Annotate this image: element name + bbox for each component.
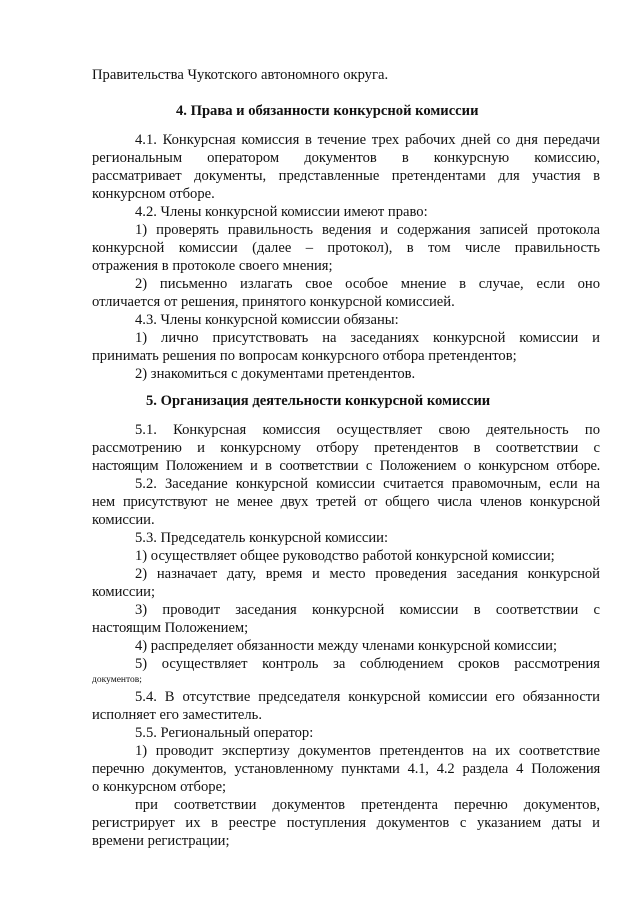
paragraph-line: времени регистрации;	[92, 833, 230, 849]
paragraph-line: комиссии.	[92, 512, 155, 528]
paragraph-line: рассматривает документы, представленные претендентами для участия в	[92, 168, 600, 184]
paragraph-line: 1) лично присутствовать на заседаниях конкурсной комиссии и	[135, 330, 600, 346]
paragraph-line: 4.1. Конкурсная комиссия в течение трех рабочих дней со дня передачи	[135, 132, 600, 148]
paragraph-line: 1) осуществляет общее руководство работой конкурсной комиссии;	[135, 548, 555, 564]
paragraph-line: 1) проводит экспертизу документов претендентов на их соответствие	[135, 743, 600, 759]
paragraph-line: отличается от решения, принятого конкурсной комиссией.	[92, 294, 455, 310]
paragraph-line: 5.3. Председатель конкурсной комиссии:	[135, 530, 389, 546]
paragraph-line: регистрирует их в реестре поступления документов с указанием даты и	[92, 815, 600, 831]
paragraph-line: при соответствии документов претендента перечню документов,	[135, 797, 600, 813]
paragraph-line: 5.5. Региональный оператор:	[135, 725, 314, 741]
paragraph-line: настоящим Положением и в соответствии с Положением о конкурсном отборе.	[92, 458, 600, 474]
paragraph-line: комиссии;	[92, 584, 156, 600]
paragraph-line: нем присутствуют не менее двух третей от общего числа членов конкурсной	[92, 494, 600, 510]
paragraph-line: 5.1. Конкурсная комиссия осуществляет свою деятельность по	[135, 422, 600, 438]
paragraph-line: рассмотрению и конкурсному отбору претендентов в соответствии с	[92, 440, 600, 456]
paragraph-line: конкурсной комиссии (далее – протокол), в том числе правильность	[92, 240, 600, 256]
paragraph-line: исполняет его заместитель.	[92, 707, 262, 723]
paragraph-line: конкурсном отборе.	[92, 186, 215, 202]
paragraph-line: 4.3. Члены конкурсной комиссии обязаны:	[135, 312, 399, 328]
paragraph-line: 3) проводит заседания конкурсной комиссии в соответствии с	[135, 602, 600, 618]
paragraph-line: 4) распределяет обязанности между членами конкурсной комиссии;	[135, 638, 558, 654]
paragraph-line: 5.2. Заседание конкурсной комиссии считается правомочным, если на	[135, 476, 600, 492]
paragraph-line: 2) знакомиться с документами претендентов.	[135, 366, 416, 382]
section-5-title: 5. Организация деятельности конкурсной комиссии	[146, 393, 491, 409]
paragraph-line: о конкурсном отборе;	[92, 779, 227, 795]
intro-line: Правительства Чукотского автономного округа.	[92, 67, 389, 83]
paragraph-line: 1) проверять правильность ведения и содержания записей протокола	[135, 222, 600, 238]
paragraph-line: принимать решения по вопросам конкурсного отбора претендентов;	[92, 348, 517, 364]
paragraph-line: 5) осуществляет контроль за соблюдением сроков рассмотрения	[135, 656, 600, 672]
paragraph-line: настоящим Положением;	[92, 620, 249, 636]
paragraph-line: перечню документов, установленному пунктами 4.1, 4.2 раздела 4 Положения	[92, 761, 600, 777]
paragraph-line: отражения в протоколе своего мнения;	[92, 258, 333, 274]
paragraph-line: 5.4. В отсутствие председателя конкурсной комиссии его обязанности	[135, 689, 600, 705]
paragraph-line: 2) назначает дату, время и место проведения заседания конкурсной	[135, 566, 600, 582]
paragraph-line: 4.2. Члены конкурсной комиссии имеют право:	[135, 204, 428, 220]
paragraph-line: 2) письменно излагать свое особое мнение в случае, если оно	[135, 276, 600, 292]
paragraph-line: документов;	[92, 675, 142, 685]
paragraph-line: региональным оператором документов в конкурсную комиссию,	[92, 150, 600, 166]
section-4-title: 4. Права и обязанности конкурсной комиссии	[176, 103, 479, 119]
